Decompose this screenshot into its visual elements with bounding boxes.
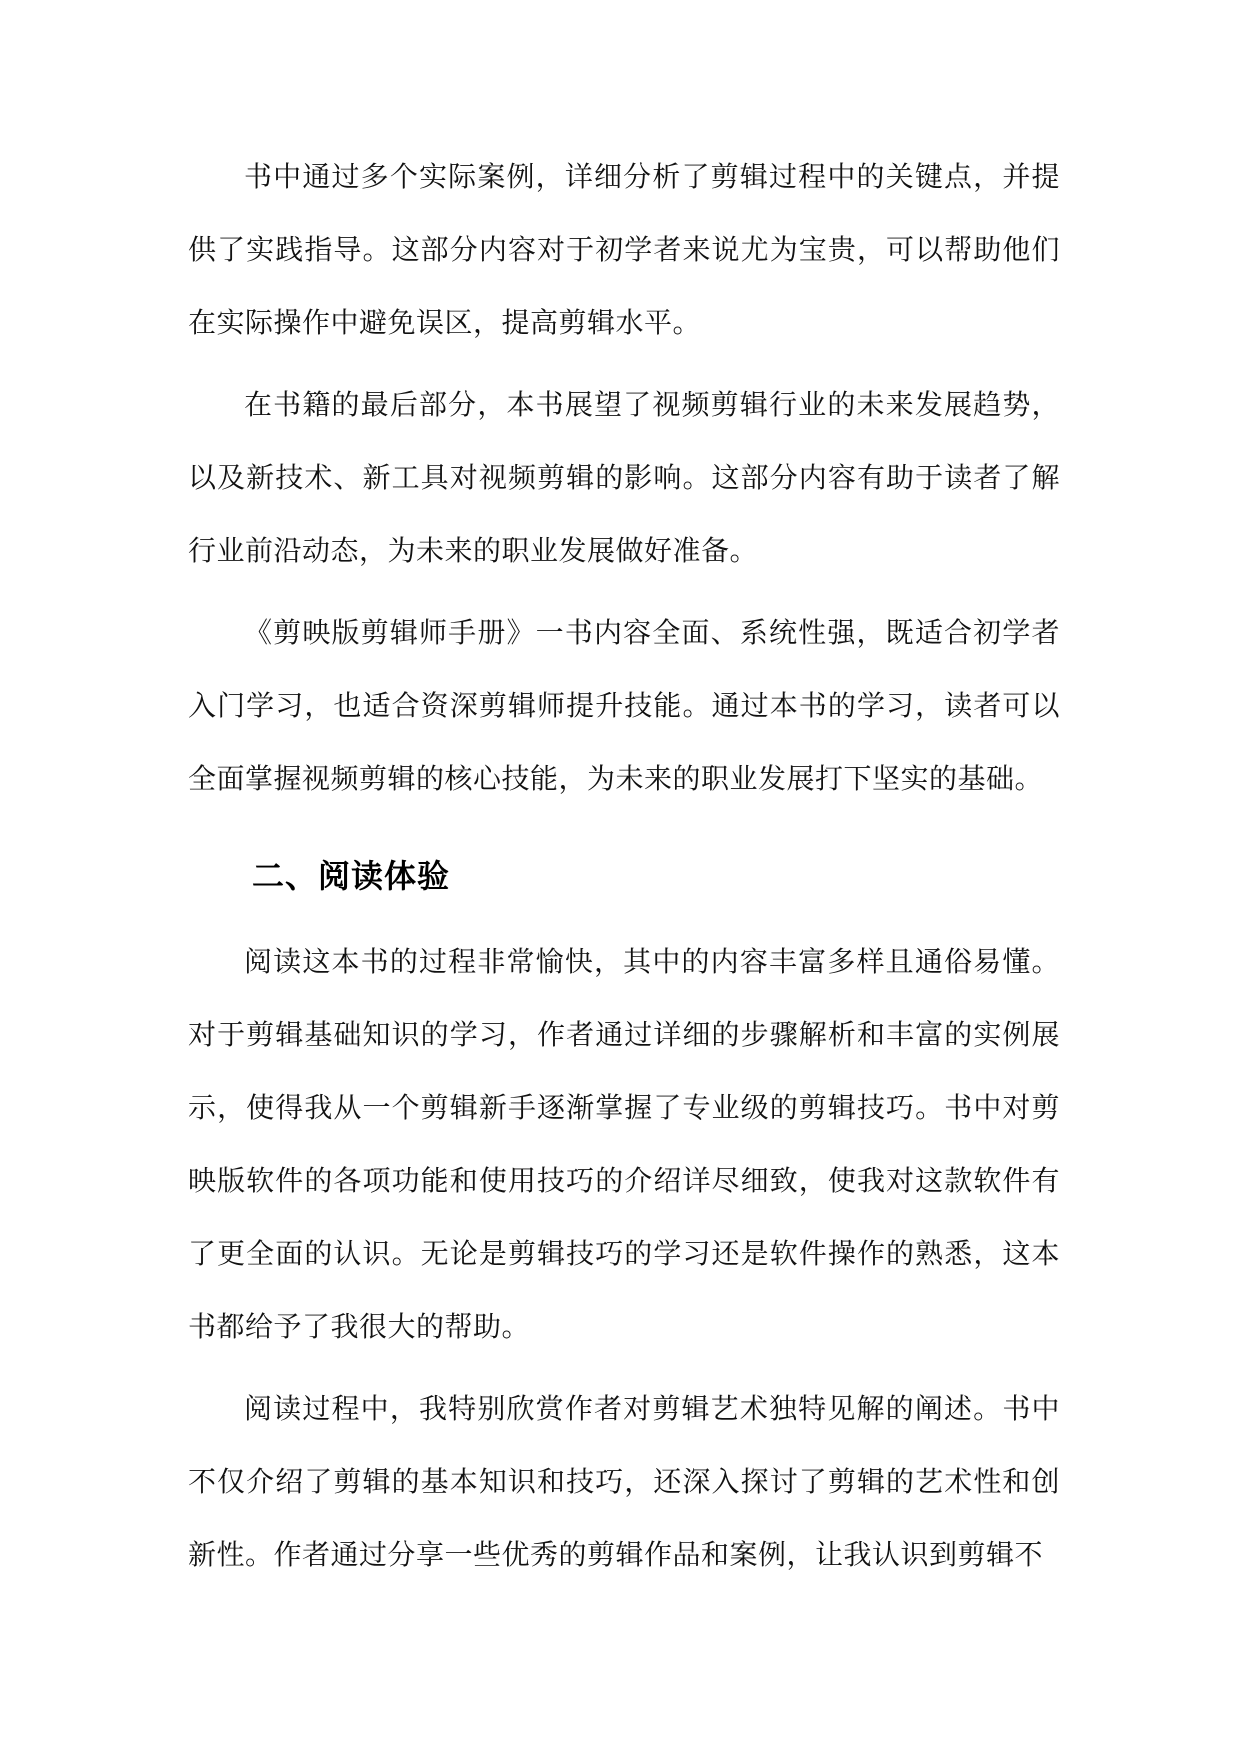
document-body [188, 140, 1060, 1591]
section-heading-reading-experience: 二、阅读体验 [252, 857, 451, 895]
paragraph-case-studies: 书中通过多个实际案例，详细分析了剪辑过程中的关键点，并提供了实践指导。这部分内容对于初学者来说尤为宝贵，可以帮助他们在实际操作中避免误区，提高剪辑水平。 [188, 160, 1060, 339]
paragraph-reading-enjoyment: 阅读这本书的过程非常愉快，其中的内容丰富多样且通俗易懂。对于剪辑基础知识的学习，作者通过详细的步骤解析和丰富的实例展示，使得我从一个剪辑新手逐渐掌握了专业级的剪辑技巧。书中对剪映版软件的各项功能和使用技巧的介绍详尽细致，使我对这款软件有了更全面的认识。无论是剪辑技巧的学习还是软件操作的熟悉，这本书都给予了我很大的帮助。 [188, 945, 1060, 1343]
paragraph-gap [188, 1363, 1060, 1372]
paragraph-future-trends: 在书籍的最后部分，本书展望了视频剪辑行业的未来发展趋势，以及新技术、新工具对视频剪辑的影响。这部分内容有助于读者了解行业前沿动态，为未来的职业发展做好准备。 [188, 388, 1060, 567]
paragraph-gap [188, 587, 1060, 596]
paragraph-book-summary: 《剪映版剪辑师手册》一书内容全面、系统性强，既适合初学者入门学习，也适合资深剪辑师提升技能。通过本书的学习，读者可以全面掌握视频剪辑的核心技能，为未来的职业发展打下坚实的基础。 [188, 616, 1060, 795]
paragraph-editing-art: 阅读过程中，我特别欣赏作者对剪辑艺术独特见解的阐述。书中不仅介绍了剪辑的基本知识和技巧，还深入探讨了剪辑的艺术性和创新性。作者通过分享一些优秀的剪辑作品和案例，让我认识到剪辑不 [188, 1392, 1060, 1571]
paragraph-gap [188, 359, 1060, 368]
